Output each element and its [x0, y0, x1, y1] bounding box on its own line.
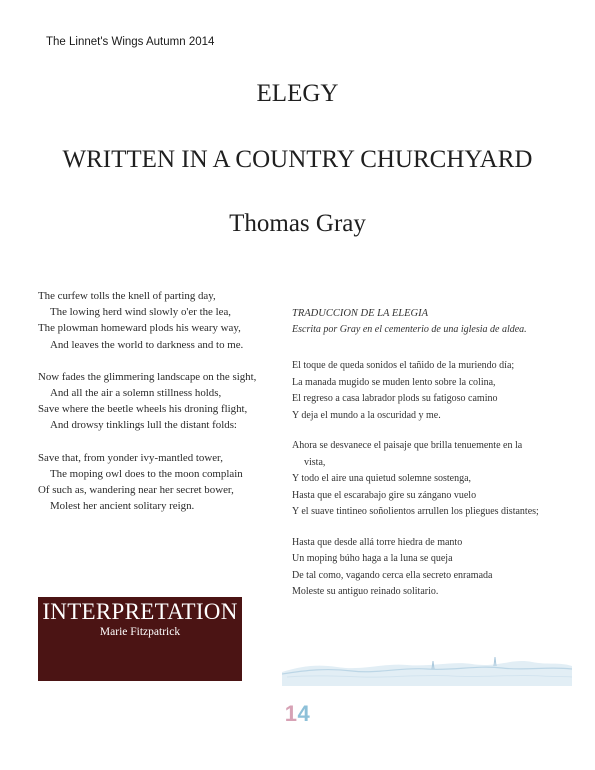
translation-line: Y deja el mundo a la oscuridad y me.: [292, 409, 441, 421]
poem-stanza: [38, 369, 283, 434]
page-number: [0, 701, 595, 727]
translation-subheading: Escrita por Gray en el cementerio de una iglesia de aldea.: [292, 324, 527, 335]
translation-line: Y todo el aire una quietud solemne sostenga,: [292, 473, 472, 484]
poem-line: The plowman homeward plods his weary way,: [38, 322, 241, 335]
translation-line: Un moping búho haga a la luna se queja: [292, 553, 453, 564]
translation-stanza: [292, 438, 557, 521]
poem-stanza: [38, 450, 283, 515]
translation-line: Hasta que el escarabajo gire su zángano vuelo: [292, 489, 477, 501]
translation-line: De tal como, vagando cerca ella secreto enramada: [292, 569, 493, 581]
english-poem: [38, 288, 283, 530]
poem-line: Now fades the glimmering landscape on the sight,: [38, 370, 257, 383]
translation-line: El regreso a casa labrador plods su fatigoso camino: [292, 393, 498, 404]
translation-line: vista,: [304, 456, 326, 468]
poem-subtitle: WRITTEN IN A COUNTRY CHURCHYARD: [62, 146, 533, 173]
poem-stanza: [38, 288, 283, 353]
poem-line: The lowing herd wind slowly o'er the lea,: [50, 306, 232, 319]
translation-line: La manada mugido se muden lento sobre la colina,: [292, 376, 496, 388]
poem-line: And drowsy tinklings lull the distant folds:: [50, 419, 237, 432]
translation-stanza: [292, 358, 557, 424]
translation-stanza: [292, 535, 557, 601]
landscape-illustration: [282, 652, 572, 686]
poem-line: The moping owl does to the moon complain: [50, 467, 243, 480]
page-number-digit: 1: [284, 701, 298, 726]
interpretation-banner: [38, 597, 242, 681]
poem-line: Save where the beetle wheels his droning flight,: [38, 403, 248, 416]
poem-author: Thomas Gray: [229, 210, 366, 237]
poem-line: Of such as, wandering near her secret bower,: [38, 484, 234, 497]
translation-line: Moleste su antiguo reinado solitario.: [292, 586, 439, 597]
translation-line: Hasta que desde allá torre hiedra de manto: [292, 536, 463, 548]
poem-line: And all the air a solemn stillness holds,: [50, 387, 222, 400]
translation-heading: TRADUCCION DE LA ELEGIA: [292, 308, 429, 319]
poem-line: The curfew tolls the knell of parting day,: [38, 290, 216, 302]
translation-line: Y el suave tintineo soñolientos arrullen los pliegues distantes;: [292, 506, 539, 517]
page-number-digit: 4: [297, 701, 311, 726]
interpretation-author: Marie Fitzpatrick: [99, 626, 181, 638]
poem-title: ELEGY: [256, 80, 339, 107]
translation-line: El toque de queda sonidos el tañido de la muriendo día;: [292, 360, 515, 371]
poem-line: And leaves the world to darkness and to me.: [50, 338, 244, 351]
magazine-header: The Linnet's Wings Autumn 2014: [46, 36, 215, 48]
poem-line: Molest her ancient solitary reign.: [50, 500, 195, 513]
poem-line: Save that, from yonder ivy-mantled tower,: [38, 451, 223, 464]
translation-line: Ahora se desvanece el paisaje que brilla tenuemente en la: [292, 440, 523, 451]
spanish-translation: [292, 306, 557, 615]
interpretation-title: INTERPRETATION: [42, 599, 238, 624]
